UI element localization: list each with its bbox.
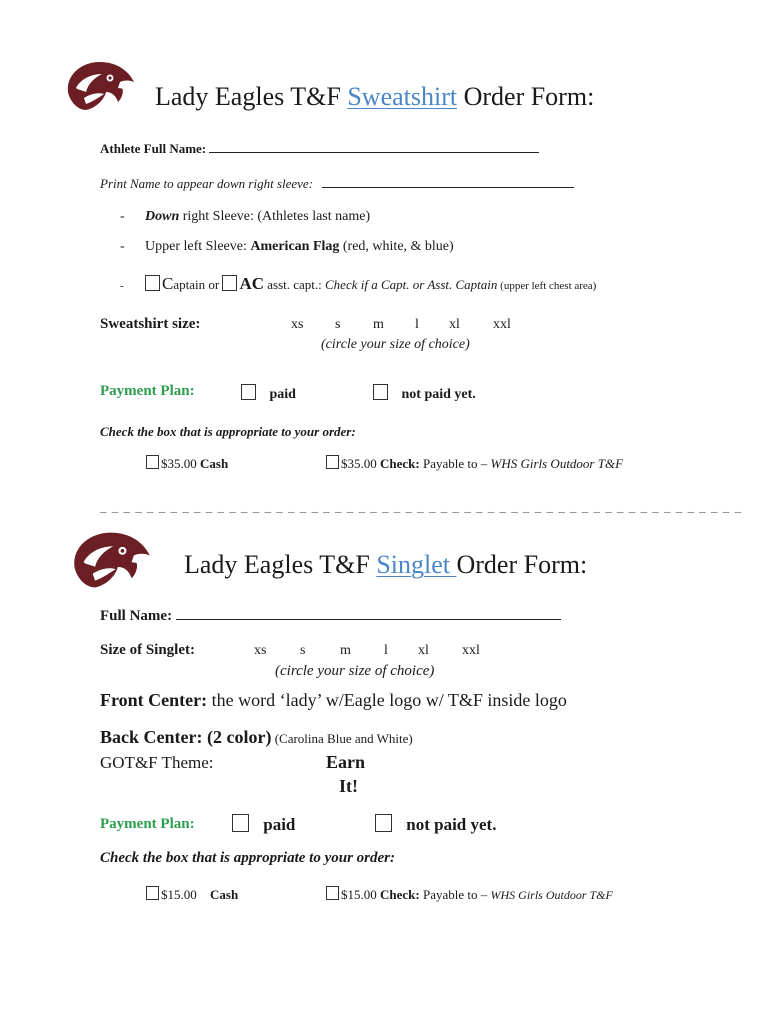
ac-text: AC <box>239 274 264 293</box>
full-name-field[interactable] <box>176 607 561 620</box>
print-name-label: Print Name to appear down right sleeve: <box>100 176 314 191</box>
check-option <box>326 455 623 472</box>
check-amount: $35.00 <box>341 456 377 471</box>
cash-amount: $35.00 <box>161 456 197 471</box>
paid-option <box>241 384 296 403</box>
full-name-label: Full Name: <box>100 608 173 624</box>
athlete-name-label: Athlete Full Name: <box>100 141 207 156</box>
athlete-name-field[interactable] <box>209 140 539 153</box>
not-paid-label: not paid yet. <box>401 387 476 402</box>
cash-checkbox[interactable] <box>146 886 159 900</box>
captain-checkbox[interactable] <box>145 275 160 291</box>
cash-checkbox[interactable] <box>146 455 159 469</box>
check-instruction: Check the box that is appropriate to your order: <box>100 850 396 866</box>
cash-option <box>146 455 228 472</box>
form2-title-accent: Singlet <box>376 550 457 579</box>
theme-label: GOT&F Theme: <box>100 753 214 772</box>
size-option[interactable]: s <box>335 317 341 332</box>
not-paid-option <box>375 814 496 835</box>
size-option[interactable]: xl <box>449 317 460 332</box>
singlet-size-label: Size of Singlet: <box>100 642 195 658</box>
print-name-row <box>100 175 574 192</box>
bullet-down-sleeve <box>120 209 370 225</box>
paid-label: paid <box>263 815 296 834</box>
asst-captain-checkbox[interactable] <box>222 275 237 291</box>
size-option[interactable]: s <box>300 643 306 658</box>
back-center-note: (Carolina Blue and White) <box>271 731 413 746</box>
check-label: Check: <box>380 887 420 902</box>
payable-label: Payable to – <box>422 887 488 902</box>
eagle-logo-icon <box>64 58 136 114</box>
form2-payment-row <box>100 816 195 833</box>
size-note: (circle your size of choice) <box>321 337 470 352</box>
not-paid-checkbox[interactable] <box>375 814 392 832</box>
cash-amount: $15.00 <box>161 887 197 902</box>
size-option[interactable]: xs <box>291 317 304 332</box>
form2-title-pre: Lady Eagles T&F <box>184 550 377 579</box>
paid-checkbox[interactable] <box>232 814 249 832</box>
down-text: Down <box>145 209 180 224</box>
captain-rest: aptain or <box>173 277 223 292</box>
size-option[interactable]: xs <box>254 643 267 658</box>
bullet-dash: - <box>120 239 125 254</box>
paid-option <box>232 814 295 835</box>
not-paid-checkbox[interactable] <box>373 384 388 400</box>
payable-label: Payable to – <box>422 456 488 471</box>
captain-c: C <box>162 274 174 293</box>
bullet-captain <box>120 274 596 294</box>
size-option[interactable]: xxl <box>493 317 511 332</box>
size-option[interactable]: m <box>340 643 351 658</box>
back-center-row <box>100 727 413 748</box>
form1-title <box>155 82 594 112</box>
form1-title-post: Order Form: <box>457 82 595 111</box>
sweatshirt-size-label: Sweatshirt size: <box>100 316 201 332</box>
form1-title-accent: Sweatshirt <box>347 82 458 111</box>
eagle-logo-icon <box>66 528 156 592</box>
captain-note: Check if a Capt. or Asst. Captain <box>325 277 498 292</box>
cut-line-separator: _ _ _ _ _ _ _ _ _ _ _ _ _ _ _ _ _ _ _ _ _ _ _ _ _ _ _ _ _ _ _ _ _ _ _ _ _ _ _ _ _ _ _ _ _ _ _ _ _ _ _ _ _ _ _ <box>100 499 742 514</box>
payment-plan-label: Payment Plan: <box>100 816 195 832</box>
front-center-label: Front Center: <box>100 690 208 710</box>
check-checkbox[interactable] <box>326 455 339 469</box>
upper-pre: Upper left Sleeve: <box>145 239 251 254</box>
cash-label: Cash <box>210 887 239 902</box>
not-paid-option <box>373 384 476 403</box>
not-paid-label: not paid yet. <box>406 815 497 834</box>
check-amount: $15.00 <box>341 887 377 902</box>
singlet-size-note: (circle your size of choice) <box>275 663 435 679</box>
bullet-dash: - <box>120 209 125 224</box>
captain-area: (upper left chest area) <box>497 280 597 292</box>
form1-title-pre: Lady Eagles T&F <box>155 82 348 111</box>
payee-name: WHS Girls Outdoor T&F <box>490 456 624 471</box>
payment-plan-label: Payment Plan: <box>100 383 195 399</box>
front-center-row <box>100 690 567 711</box>
size-option[interactable]: m <box>373 317 384 332</box>
cash-option <box>146 886 238 903</box>
american-flag-text: American Flag <box>250 239 340 254</box>
bullet-upper-sleeve <box>120 239 454 255</box>
theme-line-2: It! <box>339 776 358 796</box>
check-option <box>326 886 613 903</box>
size-option[interactable]: l <box>415 317 419 332</box>
theme-line-1: Earn <box>326 752 366 772</box>
paid-checkbox[interactable] <box>241 384 256 400</box>
down-rest: right Sleeve: (Athletes last name) <box>179 209 371 224</box>
asst-text: asst. capt.: <box>264 277 326 292</box>
singlet-size-options <box>254 643 480 659</box>
bullet-dash: - <box>120 280 124 292</box>
size-option[interactable]: xxl <box>462 643 480 658</box>
sweatshirt-size-options <box>291 317 511 333</box>
form2-title-post: Order Form: <box>456 550 588 579</box>
form2-title <box>184 550 587 580</box>
back-center-label: Back Center: (2 color) <box>100 727 272 747</box>
front-center-text: the word ‘lady’ w/Eagle logo w/ T&F inside logo <box>207 690 567 710</box>
paid-label: paid <box>269 387 296 402</box>
check-instruction: Check the box that is appropriate to your order: <box>100 424 356 439</box>
print-name-field[interactable] <box>322 175 574 188</box>
form1-payment-row <box>100 383 195 400</box>
upper-rest: (red, white, & blue) <box>339 239 454 254</box>
payee-name: WHS Girls Outdoor T&F <box>490 888 613 902</box>
size-option[interactable]: l <box>384 643 388 658</box>
full-name-row <box>100 607 561 625</box>
check-label: Check: <box>380 456 420 471</box>
size-option[interactable]: xl <box>418 643 429 658</box>
cash-label: Cash <box>200 456 229 471</box>
check-checkbox[interactable] <box>326 886 339 900</box>
athlete-name-row <box>100 140 539 157</box>
